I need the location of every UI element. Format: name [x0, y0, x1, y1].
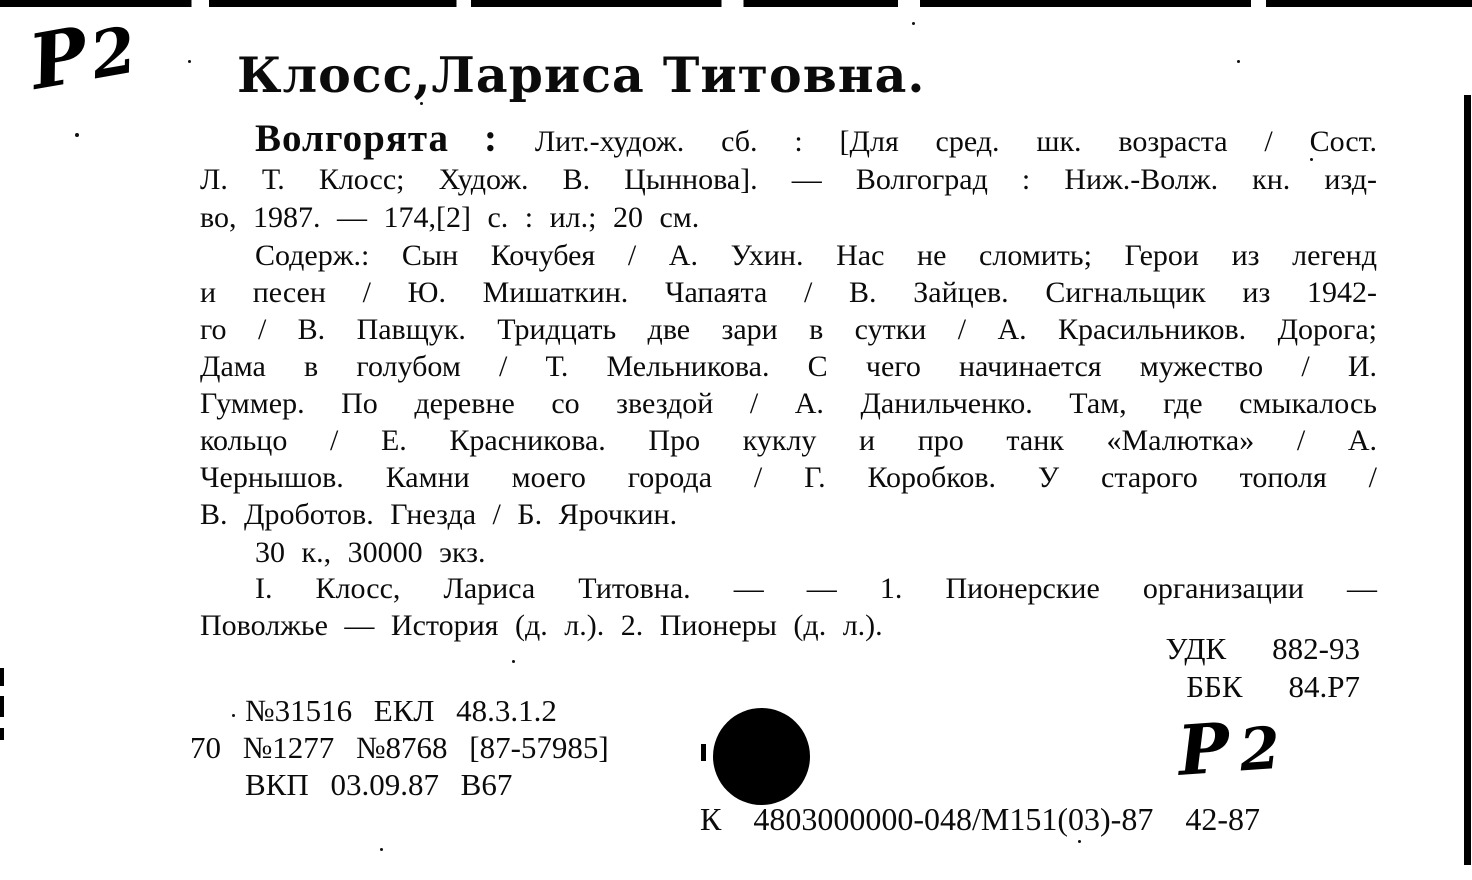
scan-right-edge	[1464, 95, 1471, 865]
contents-line: Гуммер. По деревне со звездой / А. Данильченко. Там, где смыкалось	[200, 387, 1377, 420]
description-line	[200, 117, 1377, 161]
scan-noise-dot	[380, 848, 383, 851]
accession-numbers	[190, 692, 609, 803]
contents-line: Содерж.: Сын Кочубея / А. Ухин. Нас не сломить; Герои из легенд	[255, 239, 1377, 272]
small-ink-mark	[701, 744, 706, 761]
accession-line: ВКП 03.09.87 В67	[245, 767, 513, 802]
scan-noise-dot	[512, 660, 515, 663]
scan-noise-dot	[912, 22, 915, 25]
catalog-code-line: К 4803000000-048/М151(03)-87 42-87	[700, 801, 1260, 837]
contents-line: Чернышов. Камни моего города / Г. Коробков. У старого тополя /	[200, 461, 1377, 494]
ink-stamp-circle	[713, 708, 810, 805]
scan-left-mark	[0, 728, 4, 740]
contents-line: В. Дроботов. Гнезда / Б. Ярочкин.	[200, 498, 678, 531]
scan-left-mark	[0, 696, 4, 717]
author-heading: Клосс,Лариса Титовна.	[237, 46, 926, 104]
contents-line: го / В. Павщук. Тридцать две зари в сутки / А. Красильников. Дорога;	[200, 313, 1377, 346]
scan-left-mark	[0, 668, 4, 686]
udk-value: 882-93	[1272, 631, 1360, 666]
description-line-1-rest: Лит.-худож. сб. : [Для сред. шк. возраста / Сост.	[534, 125, 1377, 158]
bbk-row	[1166, 668, 1360, 706]
contents-line: и песен / Ю. Мишаткин. Чапаята / В. Зайцев. Сигнальщик из 1942-	[200, 276, 1377, 309]
scan-noise-dot	[188, 60, 191, 63]
contents-line: кольцо / Е. Красникова. Про куклу и про танк «Малютка» / А.	[200, 424, 1377, 457]
scan-top-edge	[0, 0, 1472, 7]
handwritten-classification-mark-top: Р2	[23, 8, 146, 107]
scan-noise-dot	[1237, 60, 1240, 63]
accession-line: 70 №1277 №8768 [87-57985]	[190, 730, 609, 765]
description-line: во, 1987. — 174,[2] с. : ил.; 20 см.	[200, 201, 700, 234]
udk-label: УДК	[1165, 631, 1227, 666]
tracing-line: I. Клосс, Лариса Титовна. — — 1. Пионерские организации —	[255, 572, 1377, 605]
scan-noise-dot	[75, 133, 79, 137]
accession-line: №31516 ЕКЛ 48.3.1.2	[245, 693, 557, 728]
handwritten-classification-mark-bottom: Р2	[1175, 707, 1293, 792]
description-line: Л. Т. Клосс; Худож. В. Цыннова]. — Волгоград : Ниж.-Волж. кн. изд-	[200, 163, 1377, 196]
bbk-label: ББК	[1186, 669, 1243, 704]
bbk-value: 84.Р7	[1288, 669, 1360, 704]
classification-codes	[1166, 630, 1360, 706]
bibliographic-description	[200, 117, 1377, 237]
tracing-line: Поволжье — История (д. л.). 2. Пионеры (д. л.).	[200, 609, 883, 642]
contents-line: Дама в голубом / Т. Мельникова. С чего начинается мужество / И.	[200, 350, 1377, 383]
price-print-run-line	[200, 534, 1377, 571]
book-title: Волгорята :	[255, 117, 498, 160]
price-text: 30 к., 30000 экз.	[255, 536, 486, 569]
contents-note	[200, 237, 1377, 533]
scan-noise-dot	[1078, 840, 1081, 843]
udk-row	[1166, 630, 1360, 668]
